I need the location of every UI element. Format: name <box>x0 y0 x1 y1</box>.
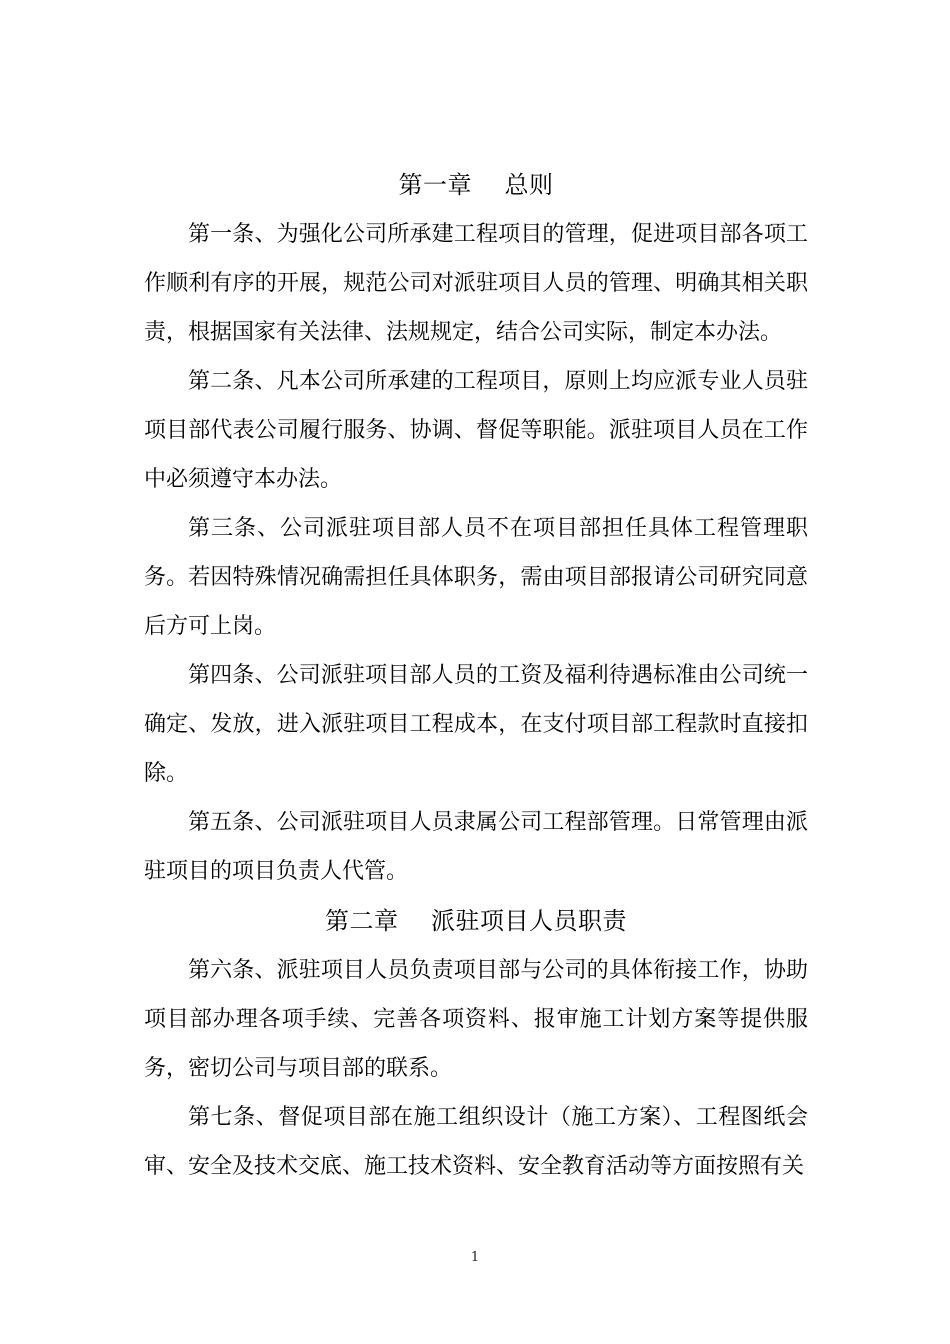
article-paragraph: 第三条、公司派驻项目部人员不在项目部担任具体工程管理职务。若因特殊情况确需担任具体职务，需由项目部报请公司研究同意后方可上岗。 <box>144 516 808 639</box>
chapter-title: 第一章 总则 <box>398 171 554 199</box>
document-body <box>144 160 808 1191</box>
article-paragraph: 第一条、为强化公司所承建工程项目的管理，促进项目部各项工作顺利有序的开展，规范公司对派驻项目人员的管理、明确其相关职责，根据国家有关法律、法规规定，结合公司实际，制定本办法。 <box>144 222 808 345</box>
article-paragraph: 第五条、公司派驻项目人员隶属公司工程部管理。日常管理由派驻项目的项目负责人代管。 <box>144 810 808 884</box>
article-paragraph: 第七条、督促项目部在施工组织设计（施工方案）、工程图纸会审、安全及技术交底、施工技术资料、安全教育活动等方面按照有关 <box>144 1105 808 1179</box>
article-paragraph: 第六条、派驻项目人员负责项目部与公司的具体衔接工作，协助项目部办理各项手续、完善各项资料、报审施工计划方案等提供服务，密切公司与项目部的联系。 <box>144 958 808 1081</box>
article-paragraph: 第四条、公司派驻项目部人员的工资及福利待遇标准由公司统一确定、发放，进入派驻项目工程成本，在支付项目部工程款时直接扣除。 <box>144 663 808 786</box>
page-number: 1 <box>470 1250 480 1265</box>
chapter-title: 第二章 派驻项目人员职责 <box>324 907 627 935</box>
article-paragraph: 第二条、凡本公司所承建的工程项目，原则上均应派专业人员驻项目部代表公司履行服务、协调、督促等职能。派驻项目人员在工作中必须遵守本办法。 <box>144 369 808 492</box>
